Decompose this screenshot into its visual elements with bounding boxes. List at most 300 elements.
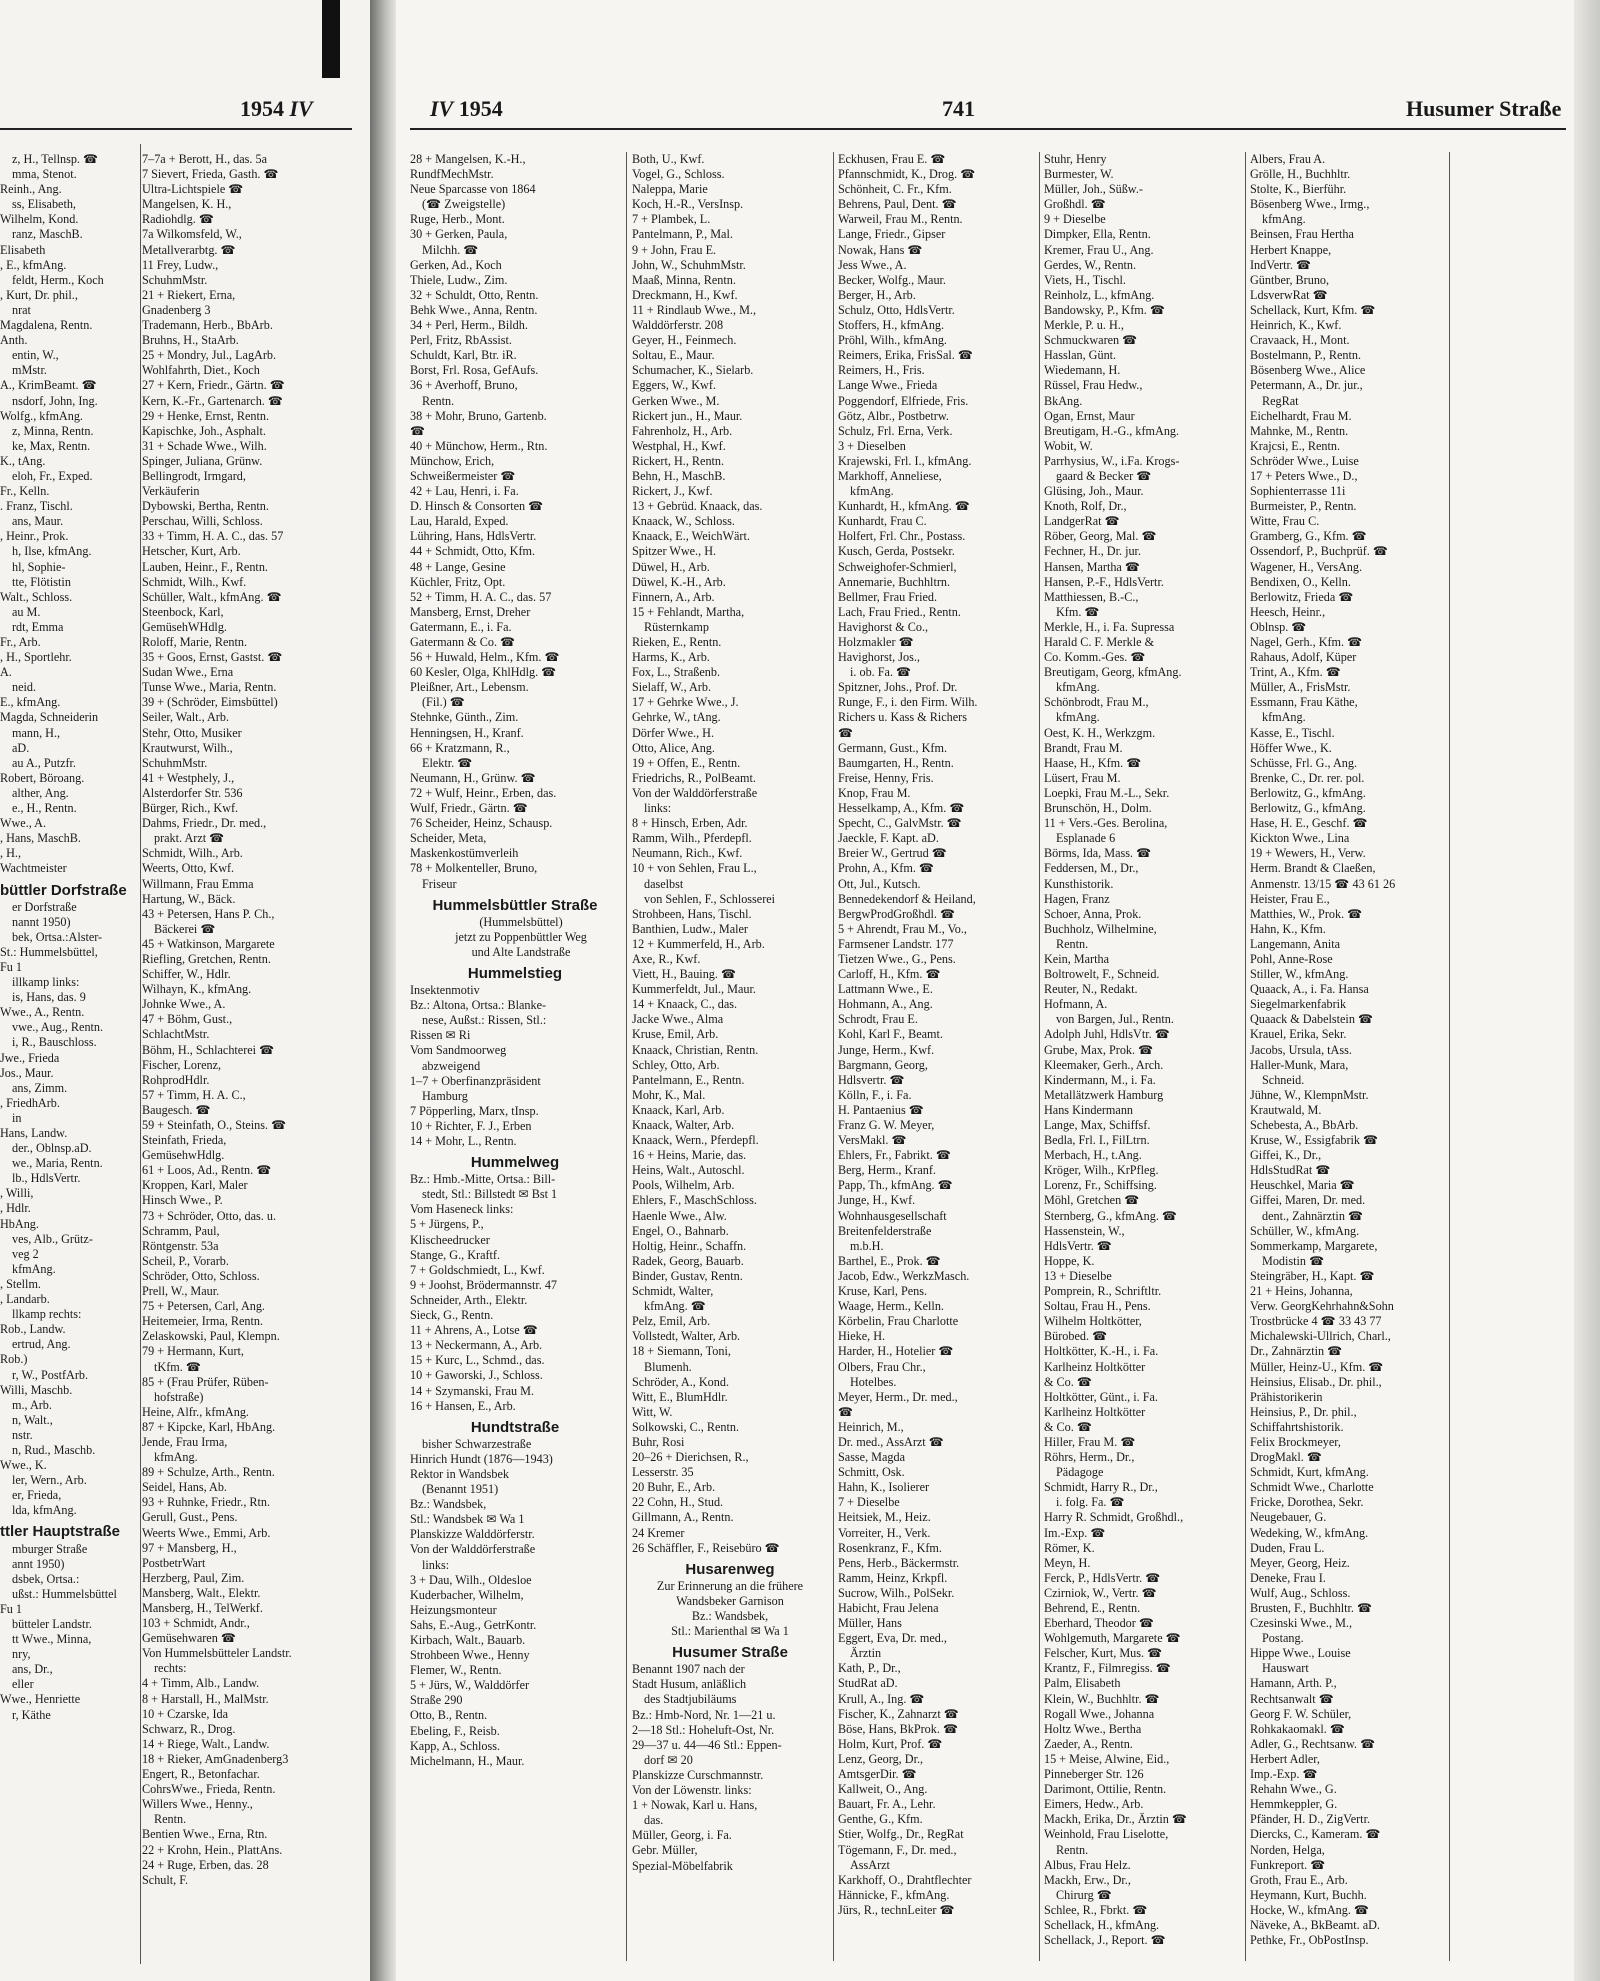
- entry-list: [410, 915, 620, 960]
- directory-entry: Wagener, H., VersAng.: [1250, 559, 1363, 574]
- directory-entry: Schwarz, R., Drog.: [142, 1721, 236, 1736]
- directory-entry: Karlheinz Holtkötter: [1044, 1404, 1146, 1419]
- directory-entry: Willi, Maschb.: [0, 1382, 73, 1397]
- directory-entry: Koch, H.-R., VersInsp.: [632, 197, 744, 212]
- directory-entry: 14 + Riege, Walt., Landw.: [142, 1736, 270, 1751]
- directory-entry: 13 + Dieselbe: [1044, 1268, 1112, 1283]
- right-column-3: [838, 152, 1034, 1961]
- directory-entry: Knaack, W., Schloss.: [632, 514, 735, 529]
- directory-entry: von Bargen, Jul., Rentn.: [1056, 1012, 1174, 1027]
- directory-entry: Czesinski Wwe., M.,: [1250, 1616, 1353, 1631]
- directory-entry: Wwe., A.: [0, 816, 47, 831]
- directory-entry: Klischeedrucker: [410, 1232, 490, 1247]
- directory-entry: Hauswart: [1262, 1661, 1309, 1676]
- directory-entry: & Co. ☎: [1044, 1374, 1093, 1389]
- directory-entry: Hamburg: [422, 1088, 468, 1103]
- directory-entry: Engert, R., Betonfachar.: [142, 1767, 260, 1782]
- directory-entry: Heinrich, K., Kwf.: [1250, 318, 1342, 333]
- column-divider-3: [1039, 152, 1040, 1961]
- directory-entry: Freise, Henny, Fris.: [838, 770, 934, 785]
- directory-entry: 7 + Plambek, L.: [632, 212, 711, 227]
- directory-entry: Mansberg, H., TelWerkf.: [142, 1601, 263, 1615]
- dorfstrasse-heading: büttler Dorfstraße: [0, 881, 127, 899]
- directory-entry: Berlowitz, G., kfmAng.: [1250, 801, 1366, 816]
- directory-entry: Hotelbes.: [850, 1374, 897, 1389]
- directory-entry: Hemmkeppler, G.: [1250, 1797, 1338, 1812]
- directory-entry: neid.: [12, 680, 37, 695]
- directory-entry: Boltrowelt, F., Schneid.: [1044, 967, 1160, 982]
- directory-entry: Berg, Herm., Kranf.: [838, 1163, 936, 1178]
- directory-entry: 11 + Rindlaub Wwe., M.,: [632, 302, 756, 317]
- directory-entry: 8 + Harstall, H., MalMstr.: [142, 1691, 269, 1706]
- directory-entry: RundfMechMstr.: [410, 167, 494, 182]
- directory-entry: Oblnsp. ☎: [1250, 619, 1307, 634]
- directory-entry: 43 + Petersen, Hans P. Ch.,: [142, 906, 275, 921]
- directory-entry: Bennedekendorf & Heiland,: [838, 891, 976, 906]
- directory-entry: Schulz, Otto, HdlsVertr.: [838, 302, 955, 317]
- directory-entry: Hocke, W., kfmAng. ☎: [1250, 1902, 1370, 1917]
- directory-entry: 21 + Riekert, Erna,: [142, 287, 236, 302]
- entry-list: [410, 1437, 620, 1769]
- directory-entry: Hahn, K., Isolierer: [838, 1480, 930, 1495]
- entry-list: [410, 1172, 620, 1414]
- directory-entry: 1 + Nowak, Karl u. Hans,: [632, 1798, 758, 1813]
- directory-entry: 18 + Siemann, Toni,: [632, 1344, 731, 1359]
- directory-entry: 10 + Richter, F. J., Erben: [410, 1118, 532, 1133]
- directory-entry: 19 + Offen, E., Rentn.: [632, 755, 741, 770]
- directory-entry: Gatermann & Co. ☎: [410, 635, 516, 649]
- directory-entry: 10 + Gaworski, J., Schloss.: [410, 1368, 543, 1383]
- directory-entry: Bellingrodt, Irmgard,: [142, 468, 246, 483]
- directory-entry: des Stadtjubiläums: [644, 1692, 737, 1707]
- directory-entry: Müller, Hans: [838, 1616, 902, 1631]
- directory-entry: VersMakl. ☎: [838, 1133, 907, 1148]
- directory-entry: Metallverarbtg. ☎: [142, 242, 236, 257]
- directory-entry: Lange, Friedr., Gipser: [838, 227, 946, 242]
- directory-entry: Gerull, Gust., Pens.: [142, 1510, 238, 1525]
- directory-entry: 3 + Dau, Wilh., Oldesloe: [410, 1572, 532, 1587]
- directory-entry: 7–7a + Berott, H., das. 5a: [142, 152, 267, 166]
- directory-entry: Gatermann, E., i. Fa.: [410, 619, 512, 634]
- directory-entry: Schmidt Wwe., Charlotte: [1250, 1480, 1374, 1495]
- directory-entry: Friedrichs, R., PolBeamt.: [632, 770, 756, 785]
- directory-entry: Harder, H., Hotelier ☎: [838, 1344, 954, 1359]
- directory-entry: Eggers, W., Kwf.: [632, 378, 716, 393]
- directory-entry: Georg F. W. Schüler,: [1250, 1706, 1352, 1721]
- directory-entry: Prell, W., Maur.: [142, 1284, 220, 1299]
- directory-entry: abzweigend: [422, 1058, 481, 1073]
- directory-entry: kfmAng.: [850, 484, 894, 499]
- directory-entry: Metallätzwerk Hamburg: [1044, 1087, 1164, 1102]
- directory-entry: Meyer, Herm., Dr. med.,: [838, 1389, 958, 1404]
- directory-entry: Bargmann, Georg,: [838, 1057, 928, 1072]
- directory-entry: Michelmann, H., Maur.: [410, 1753, 525, 1768]
- directory-entry: Glüsing, Joh., Maur.: [1044, 484, 1144, 499]
- directory-entry: Stolte, K., Bierführ.: [1250, 182, 1347, 197]
- directory-entry: Weinhold, Frau Liselotte,: [1044, 1827, 1169, 1842]
- directory-entry: Herbert Knappe,: [1250, 242, 1332, 257]
- directory-entry: Lenz, Georg, Dr.,: [838, 1751, 924, 1766]
- directory-entry: 7 Pöpperling, Marx, tInsp.: [410, 1103, 539, 1118]
- directory-entry: Sommerkamp, Margarete,: [1250, 1238, 1378, 1253]
- directory-entry: Grube, Max, Prok. ☎: [1044, 1042, 1154, 1057]
- directory-entry: Straße 290: [410, 1693, 463, 1708]
- directory-entry: 19 + Wewers, H., Verw.: [1250, 846, 1366, 861]
- directory-entry: Lorenz, Fr., Schiffsing.: [1044, 1178, 1157, 1193]
- directory-entry: Franz G. W. Meyer,: [838, 1118, 935, 1132]
- directory-entry: Felix Brockmeyer,: [1250, 1434, 1341, 1449]
- column-divider-2: [833, 152, 834, 1961]
- directory-entry: Hasslan, Günt.: [1044, 348, 1117, 363]
- directory-entry: Berger, H., Arb.: [838, 287, 916, 302]
- directory-entry: SchlachtMstr.: [142, 1027, 210, 1042]
- directory-entry: Eimers, Hedw., Arb.: [1044, 1797, 1144, 1812]
- directory-entry: Krautwurst, Wilh.,: [142, 740, 233, 755]
- directory-entry: Walt., Schloss.: [0, 589, 73, 604]
- directory-entry: Loepki, Frau M.-L., Sekr.: [1044, 785, 1170, 800]
- directory-entry: Sielaff, W., Arb.: [632, 680, 711, 695]
- directory-entry: Hamann, Arth. P.,: [1250, 1676, 1337, 1691]
- directory-entry: Hase, H. E., Geschf. ☎: [1250, 816, 1368, 831]
- left-header-number: 1954: [240, 96, 284, 121]
- directory-entry: Kröger, Wilh., KrPfleg.: [1044, 1163, 1159, 1178]
- directory-entry: Pinneberger Str. 126: [1044, 1767, 1144, 1782]
- directory-entry: Wandsbeker Garnison: [676, 1593, 784, 1608]
- directory-entry: Rentn.: [1056, 1842, 1089, 1857]
- directory-entry: 76 Scheider, Heinz, Schausp.: [410, 816, 553, 831]
- directory-entry: Feddersen, M., Dr.,: [1044, 861, 1139, 876]
- directory-entry: 60 Kesler, Olga, KhlHdlg. ☎: [410, 665, 557, 680]
- directory-entry: nsdorf, John, Ing.: [12, 393, 98, 408]
- directory-entry: Schmidt, Wilh., Arb.: [142, 846, 243, 861]
- directory-entry: Chirurg ☎: [1056, 1887, 1112, 1902]
- directory-entry: Schmidt, Wilh., Kwf.: [142, 574, 247, 589]
- directory-entry: Geyer, H., Feinmech.: [632, 333, 737, 348]
- right-page: [396, 0, 1574, 1981]
- directory-entry: Spinger, Juliana, Grünw.: [142, 453, 263, 468]
- directory-entry: Schüller, W., kfmAng.: [1250, 1223, 1360, 1238]
- directory-entry: nrat: [12, 302, 31, 317]
- directory-entry: Genthe, G., Kfm.: [838, 1812, 923, 1827]
- directory-entry: Ott, Jul., Kutsch.: [838, 876, 921, 891]
- directory-entry: r, W., PostfArb.: [12, 1367, 89, 1382]
- directory-entry: tt Wwe., Minna,: [12, 1632, 92, 1647]
- directory-entry: Henningsen, H., Kranf.: [410, 725, 524, 740]
- directory-entry: Fischer, K., Zahnarzt ☎: [838, 1706, 959, 1721]
- directory-entry: Hoppe, K.: [1044, 1253, 1095, 1268]
- directory-entry: Reimers, Erika, FrisSal. ☎: [838, 348, 974, 363]
- directory-entry: Kath, P., Dr.,: [838, 1661, 901, 1676]
- directory-entry: Kickton Wwe., Lina: [1250, 831, 1350, 846]
- directory-entry: Jacobs, Ursula, tAss.: [1250, 1042, 1352, 1057]
- directory-entry: Wwe., A., Rentn.: [0, 1005, 85, 1020]
- directory-entry: Seidel, Hans, Ab.: [142, 1480, 227, 1495]
- directory-entry: 9 + Dieselbe: [1044, 212, 1106, 227]
- directory-entry: & Co. ☎: [1044, 1419, 1093, 1434]
- directory-entry: und Alte Landstraße: [471, 944, 571, 959]
- directory-entry: Wolfg., kfmAng.: [0, 408, 83, 423]
- directory-entry: Breutigam, Georg, kfmAng.: [1044, 665, 1182, 680]
- directory-entry: Adler, G., Rechtsanw. ☎: [1250, 1736, 1376, 1751]
- directory-entry: Ogan, Ernst, Maur: [1044, 408, 1135, 423]
- directory-entry: Rickert jun., H., Maur.: [632, 408, 743, 423]
- directory-entry: Willmann, Frau Emma: [142, 876, 254, 891]
- directory-entry: Wachtmeister: [0, 861, 67, 876]
- directory-entry: Sophienterrasse 11i: [1250, 484, 1346, 499]
- directory-entry: Hofmann, A.: [1044, 997, 1108, 1012]
- directory-entry: Börms, Ida, Mass. ☎: [1044, 846, 1152, 861]
- directory-entry: Ferck, P., HdlsVertr. ☎: [1044, 1570, 1161, 1585]
- directory-entry: Anth.: [0, 333, 28, 348]
- directory-entry: Brusten, F., Buchhltr. ☎: [1250, 1601, 1373, 1615]
- entry-list: [410, 152, 620, 892]
- directory-entry: 9 + Joohst, Brödermannstr. 47: [410, 1277, 558, 1292]
- directory-entry: Wwe., K.: [0, 1458, 47, 1473]
- directory-entry: Burmeister, P., Rentn.: [1250, 499, 1357, 514]
- directory-entry: Essmann, Frau Käthe,: [1250, 695, 1358, 710]
- directory-entry: Neugebauer, G.: [1250, 1510, 1327, 1525]
- directory-entry: kfmAng.: [1056, 710, 1100, 725]
- directory-entry: Fahrenholz, H., Arb.: [632, 423, 733, 438]
- directory-entry: 93 + Ruhnke, Friedr., Rtn.: [142, 1495, 271, 1510]
- directory-entry: tKfm. ☎: [154, 1359, 202, 1374]
- directory-entry: Postang.: [1262, 1631, 1304, 1646]
- directory-entry: LandgerRat ☎: [1044, 514, 1120, 529]
- directory-entry: Ossendorf, P., Buchprüf. ☎: [1250, 544, 1389, 559]
- directory-entry: Witt, W.: [632, 1404, 673, 1419]
- directory-entry: Nowak, Hans ☎: [838, 242, 923, 257]
- directory-entry: , Hans, MaschB.: [0, 831, 81, 846]
- directory-entry: Modistin ☎: [1262, 1253, 1325, 1268]
- directory-entry: Kirbach, Walt., Bauarb.: [410, 1633, 526, 1647]
- directory-entry: Pädagoge: [1056, 1465, 1104, 1480]
- directory-entry: Giffei, Maren, Dr. med.: [1250, 1193, 1366, 1208]
- directory-entry: Funkreport. ☎: [1250, 1857, 1326, 1872]
- directory-entry: Näveke, A., BkBeamt. aD.: [1250, 1917, 1380, 1932]
- directory-entry: Krajcsi, E., Rentn.: [1250, 438, 1341, 453]
- directory-entry: Kremer, Frau U., Ang.: [1044, 242, 1154, 257]
- directory-entry: Mansberg, Ernst, Dreher: [410, 604, 531, 619]
- directory-entry: Schüsse, Frl. G., Ang.: [1250, 755, 1357, 770]
- directory-entry: Banthien, Ludw., Maler: [632, 921, 748, 936]
- directory-entry: John, W., SchuhmMstr.: [632, 257, 746, 272]
- directory-entry: IndVertr. ☎: [1250, 257, 1312, 272]
- directory-entry: Fricke, Dorothea, Sekr.: [1250, 1495, 1364, 1510]
- directory-entry: Merkle, H., i. Fa. Supressa: [1044, 619, 1175, 634]
- directory-entry: Behn, H., MaschB.: [632, 468, 726, 483]
- directory-entry: Schult, F.: [142, 1872, 189, 1887]
- directory-entry: Römer, K.: [1044, 1540, 1095, 1555]
- directory-entry: Lange, Max, Schiffsf.: [1044, 1118, 1151, 1132]
- directory-entry: i. folg. Fa. ☎: [1056, 1495, 1125, 1510]
- directory-entry: Böhm, H., Schlachterei ☎: [142, 1042, 275, 1057]
- directory-entry: Kummerfeldt, Jul., Maur.: [632, 982, 756, 997]
- directory-entry: Groth, Frau E., Arb.: [1250, 1872, 1348, 1887]
- directory-entry: Bentien Wwe., Erna, Rtn.: [142, 1827, 268, 1842]
- directory-entry: kfmAng.: [12, 1261, 56, 1276]
- directory-entry: 27 + Kern, Friedr., Gärtn. ☎: [142, 378, 285, 393]
- directory-entry: 39 + (Schröder, Eimsbüttel): [142, 695, 278, 710]
- directory-entry: Albers, Frau A.: [1250, 152, 1326, 166]
- directory-entry: Von der Walddörferstraße: [410, 1542, 536, 1557]
- directory-entry: Sucrow, Wilh., PolSekr.: [838, 1585, 955, 1600]
- directory-entry: Stl.: Wandsbek ✉ Wa 1: [410, 1512, 525, 1527]
- directory-entry: Schrodt, Frau E.: [838, 1012, 918, 1027]
- directory-entry: 17 + Peters Wwe., D.,: [1250, 468, 1358, 483]
- directory-entry: Heymann, Kurt, Buchh.: [1250, 1887, 1367, 1902]
- directory-entry: Planskizze Walddörferstr.: [410, 1527, 535, 1542]
- directory-entry: E., kfmAng.: [0, 695, 61, 710]
- entry-list: [1044, 152, 1240, 1948]
- directory-entry: Holtz Wwe., Bertha: [1044, 1721, 1142, 1736]
- directory-entry: BkAng.: [1044, 393, 1083, 408]
- directory-entry: Hännicke, F., kfmAng.: [838, 1887, 950, 1902]
- directory-entry: Maskenkostümverleih: [410, 846, 519, 861]
- directory-entry: 21 + Heins, Johanna,: [1250, 1284, 1353, 1299]
- directory-entry: Klein, W., Buchhltr. ☎: [1044, 1691, 1160, 1706]
- directory-entry: Weerts Wwe., Emmi, Arb.: [142, 1525, 271, 1540]
- directory-entry: Fr., Kelln.: [0, 484, 50, 499]
- directory-entry: Lesserstr. 35: [632, 1465, 694, 1480]
- directory-entry: Ebeling, F., Reisb.: [410, 1723, 500, 1738]
- directory-entry: Wilhelm, Kond.: [0, 212, 79, 227]
- directory-entry: links:: [422, 1557, 450, 1572]
- directory-entry: GemüsehwHdlg.: [142, 1148, 225, 1163]
- directory-entry: GemüsehWHdlg.: [142, 619, 227, 634]
- directory-entry: 40 + Münchow, Herm., Rtn.: [410, 438, 548, 453]
- directory-entry: Ramm, Wilh., Pferdepfl.: [632, 831, 752, 846]
- hauptstrasse-heading: ttler Hauptstraße: [0, 1523, 121, 1541]
- right-header-roman: IV: [430, 96, 454, 121]
- directory-entry: Kern, K.-Fr., Gartenarch. ☎: [142, 393, 284, 408]
- directory-entry: Fechner, H., Dr. jur.: [1044, 544, 1141, 559]
- directory-entry: er, Frieda,: [12, 1488, 62, 1503]
- directory-entry: Holtkötter, Günt., i. Fa.: [1044, 1389, 1158, 1404]
- directory-entry: Rentn.: [154, 1812, 187, 1827]
- directory-entry: Bruhns, H., StaArb.: [142, 333, 239, 348]
- directory-entry: Witte, Frau C.: [1250, 514, 1320, 529]
- directory-entry: Burmester, W.: [1044, 167, 1114, 182]
- street-running-head: Husumer Straße: [1406, 96, 1562, 121]
- directory-entry: Harald C. F. Merkle &: [1044, 635, 1155, 649]
- directory-entry: Jaeckle, F. Kapt. aD.: [838, 831, 939, 846]
- directory-entry: Spitzer Wwe., H.: [632, 544, 717, 559]
- directory-entry: Friseur: [422, 876, 457, 891]
- directory-entry: Wiedemann, H.: [1044, 363, 1121, 378]
- directory-entry: Gerken, Ad., Koch: [410, 257, 502, 272]
- directory-entry: nry,: [12, 1647, 31, 1662]
- directory-entry: Stl.: Marienthal ✉ Wa 1: [671, 1624, 789, 1639]
- directory-entry: Imp.-Exp. ☎: [1250, 1767, 1318, 1782]
- directory-entry: Junge, H., Kwf.: [838, 1193, 916, 1208]
- directory-entry: Pools, Wilhelm, Arb.: [632, 1178, 735, 1193]
- directory-entry: Heuschkel, Maria ☎: [1250, 1178, 1355, 1193]
- directory-entry: Brunschön, H., Dolm.: [1044, 801, 1152, 816]
- directory-entry: Eichelhardt, Frau M.: [1250, 408, 1352, 423]
- directory-entry: 11 Frey, Ludw.,: [142, 257, 219, 272]
- directory-entry: ☎: [838, 725, 854, 740]
- directory-entry: Schmidt, Kurt, kfmAng.: [1250, 1465, 1369, 1480]
- directory-entry: Lange Wwe., Frieda: [838, 378, 938, 393]
- directory-entry: bek, Ortsa.:Alster-: [12, 929, 103, 944]
- directory-entry: Mackh, Erika, Dr., Ärztin ☎: [1044, 1812, 1188, 1827]
- directory-entry: Dimpker, Ella, Rentn.: [1044, 227, 1151, 242]
- directory-entry: Riefling, Gretchen, Rentn.: [142, 951, 271, 966]
- directory-entry: Buchholz, Wilhelmine,: [1044, 921, 1157, 936]
- directory-entry: 73 + Schröder, Otto, das. u.: [142, 1208, 276, 1223]
- directory-entry: Röntgenstr. 53a: [142, 1238, 219, 1253]
- directory-entry: Merbach, H., t.Ang.: [1044, 1148, 1142, 1163]
- directory-entry: Dr., Zahnärztin ☎: [1250, 1344, 1343, 1359]
- directory-entry: Breutigam, H.-G., kfmAng.: [1044, 423, 1180, 438]
- directory-entry: Barthel, E., Prok. ☎: [838, 1253, 941, 1268]
- directory-entry: Von Hummelsbütteler Landstr.: [142, 1646, 292, 1661]
- entry-list: [632, 152, 828, 1556]
- directory-entry: Rehahn Wwe., G.: [1250, 1782, 1337, 1797]
- directory-entry: Radiohdlg. ☎: [142, 212, 215, 227]
- directory-entry: Sudan Wwe., Erna: [142, 665, 234, 680]
- directory-entry: Duden, Frau L.: [1250, 1540, 1325, 1555]
- directory-entry: Stiller, W., kfmAng.: [1250, 967, 1349, 982]
- directory-entry: Baugesch. ☎: [142, 1102, 211, 1117]
- directory-entry: Götz, Albr., Postbetrw.: [838, 408, 949, 423]
- directory-entry: Mahnke, M., Rentn.: [1250, 423, 1349, 438]
- entry-list: [838, 152, 1034, 1918]
- directory-entry: 7 + Goldschmiedt, L., Kwf.: [410, 1262, 545, 1277]
- directory-entry: SchuhmMstr.: [142, 272, 208, 287]
- directory-entry: Solkowski, C., Rentn.: [632, 1419, 739, 1434]
- directory-entry: Dörfer Wwe., H.: [632, 725, 715, 740]
- directory-entry: Gebr. Müller,: [632, 1843, 698, 1858]
- directory-entry: Hartung, W., Bäck.: [142, 891, 236, 906]
- right-header-rule: [410, 128, 1566, 130]
- directory-entry: Pantelmann, P., Mal.: [632, 227, 733, 242]
- directory-entry: Zaeder, A., Rentn.: [1044, 1736, 1133, 1751]
- directory-entry: Bostelmann, P., Rentn.: [1250, 348, 1362, 363]
- directory-entry: Hassenstein, W.,: [1044, 1223, 1125, 1238]
- directory-entry: Jess Wwe., A.: [838, 257, 907, 272]
- directory-entry: stedt, Stl.: Billstedt ✉ Bst 1: [422, 1187, 558, 1202]
- directory-entry: Rohkakaomakl. ☎: [1250, 1721, 1346, 1736]
- directory-entry: Rahaus, Adolf, Küper: [1250, 650, 1357, 665]
- directory-entry: Haase, H., Kfm. ☎: [1044, 755, 1142, 770]
- directory-entry: m., Arb.: [12, 1397, 52, 1412]
- directory-entry: Gehrke, W., tAng.: [632, 710, 721, 725]
- directory-entry: 56 + Huwald, Helm., Kfm. ☎: [410, 650, 560, 665]
- directory-entry: Pethke, Fr., ObPostInsp.: [1250, 1933, 1369, 1948]
- directory-entry: Krautwald, M.: [1250, 1102, 1322, 1117]
- directory-entry: 33 + Timm, H. A. C., das. 57: [142, 529, 284, 544]
- directory-entry: Hieke, H.: [838, 1329, 886, 1344]
- directory-entry: Bösenberg Wwe., Alice: [1250, 363, 1366, 378]
- directory-entry: Matthies, W., Prok. ☎: [1250, 906, 1363, 921]
- directory-entry: 4 + Timm, Alb., Landw.: [142, 1676, 260, 1691]
- directory-entry: Farmsener Landstr. 177: [838, 936, 954, 951]
- directory-entry: Langemann, Anita: [1250, 936, 1341, 951]
- directory-entry: rdt, Emma: [12, 619, 64, 634]
- street-heading-husarenweg: Husarenweg: [685, 1560, 775, 1578]
- directory-entry: 31 + Schade Wwe., Wilh.: [142, 438, 267, 453]
- directory-entry: ss, Elisabeth,: [12, 197, 76, 212]
- directory-entry: Benannt 1907 nach der: [632, 1662, 745, 1677]
- directory-entry: Heins, Walt., Autoschl.: [632, 1163, 745, 1178]
- directory-entry: Bäckerei ☎: [154, 921, 216, 936]
- directory-entry: Bürobed. ☎: [1044, 1329, 1108, 1344]
- directory-entry: Trint, A., Kfm. ☎: [1250, 665, 1341, 680]
- directory-entry: Neue Sparcasse von 1864: [410, 182, 536, 197]
- directory-entry: vwe., Aug., Rentn.: [12, 1020, 104, 1035]
- directory-entry: 5 + Jürgens, P.,: [410, 1217, 484, 1232]
